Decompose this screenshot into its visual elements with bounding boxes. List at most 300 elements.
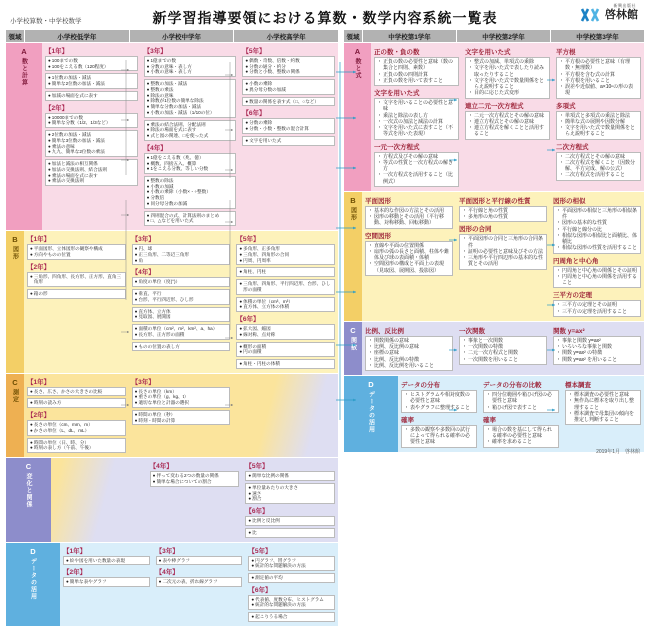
- bullet-icon: ●: [248, 518, 252, 524]
- column-header: 中学校第3学年: [551, 30, 644, 42]
- area-row-データの活用: [6, 543, 338, 626]
- bullet-icon: ●: [30, 251, 33, 257]
- topic-title: 確率: [483, 416, 496, 424]
- content-item: ● 角: [134, 257, 144, 263]
- content-item: ・ 箱ひげ図で表すこと: [486, 404, 538, 411]
- content-item: ● 比例と反比例: [248, 518, 280, 524]
- bullet-icon: ・: [377, 118, 383, 125]
- content-box: [27, 387, 126, 397]
- bullet-icon: ●: [134, 296, 138, 302]
- grade-label: 【2年】: [45, 104, 69, 112]
- content-item: ・ 連立方程式を解くことと活用すること: [468, 125, 545, 138]
- bullet-icon: ・: [568, 410, 574, 417]
- content-item: ● 1億をこえる数（兆、億）: [146, 154, 204, 160]
- content-item: ● 時刻の読み方: [30, 400, 62, 406]
- bullet-icon: ・: [559, 112, 565, 119]
- content-box: [459, 336, 547, 365]
- content-item: ● 代表値、度数分布、ヒストグラム: [251, 596, 324, 602]
- bullet-icon: ●: [30, 246, 33, 252]
- content-item: ● 測定値の平均: [251, 574, 283, 580]
- publisher-name: 啓林館: [605, 9, 638, 21]
- content-item: ● 小数の加減: [146, 183, 174, 189]
- bullet-icon: ●: [146, 98, 150, 104]
- bullet-icon: ●: [239, 360, 243, 366]
- bullet-icon: ・: [556, 207, 562, 214]
- bullet-icon: ・: [559, 84, 565, 90]
- content-item: ・ 比例、反比例の特徴: [368, 356, 420, 363]
- bullet-icon: ●: [48, 114, 51, 120]
- bullet-icon: ・: [368, 242, 374, 249]
- bullet-icon: ・: [559, 118, 565, 125]
- bullet-icon: ・: [368, 207, 374, 214]
- content-box: [132, 324, 231, 339]
- grade-cell: [550, 322, 644, 375]
- bullet-icon: ●: [30, 273, 33, 279]
- topic-title: 平面図形と平行線の性質: [459, 197, 531, 205]
- content-item: ● 体積の単位（cm³、m³）: [239, 298, 293, 304]
- bullet-icon: ●: [66, 557, 69, 563]
- grade-label: 【1年】: [27, 378, 51, 386]
- grade-cell: [553, 43, 644, 191]
- content-item: ● 多角形、正多角形: [239, 246, 280, 252]
- content-item: ● 整数の除法: [146, 178, 174, 184]
- bullet-icon: ・: [559, 71, 565, 78]
- area-row-データの活用: [344, 376, 644, 452]
- content-item: ● 簡単な分数（1/2、1/3など）: [48, 120, 111, 126]
- bullet-icon: ・: [368, 350, 374, 357]
- content-item: ● 平面図形、立体図形の観察や構成: [30, 246, 103, 252]
- bullet-icon: ●: [152, 473, 156, 479]
- content-item: ● 時間の単位（日、時、分）: [30, 439, 89, 445]
- bullet-icon: ・: [556, 337, 562, 344]
- bullet-icon: ・: [377, 159, 383, 166]
- content-item: ・ 平方根の必要性と意味（有理数・無理数）: [559, 59, 631, 72]
- grade-cell: [245, 543, 338, 626]
- content-box: [132, 277, 231, 287]
- content-item: ● 円周、円周率: [239, 257, 271, 263]
- content-item: ● 分数・小数・整数の混合計算: [245, 126, 309, 132]
- bullet-icon: ・: [556, 245, 562, 252]
- content-item: ・ 比例、反比例を用いること: [368, 362, 435, 369]
- content-item: ・ 四分位範囲や箱ひげ図の必要性と意味: [486, 392, 553, 405]
- content-item: ● 方向やものの位置: [30, 251, 71, 257]
- content-item: ● 単位量あたりの大きさ: [248, 484, 299, 490]
- area-letter: B: [350, 195, 356, 205]
- bullet-icon: ●: [239, 331, 243, 337]
- bullet-icon: ・: [377, 125, 383, 131]
- content-item: ・ 正負の数の必要性と意味（数の集合と四則、素数）: [377, 59, 454, 72]
- area-label: [344, 43, 371, 191]
- content-item: ● 正三角形、二等辺三角形: [134, 251, 189, 257]
- bullet-icon: ・: [486, 392, 492, 398]
- bullet-icon: ・: [559, 59, 565, 65]
- content-box: [236, 279, 335, 294]
- content-box: [245, 516, 335, 526]
- content-item: ● 1をこえる分数、等しい分数: [146, 166, 209, 172]
- topic-title: 標本調査: [565, 382, 591, 389]
- topic-title: 三平方の定理: [553, 292, 592, 300]
- bullet-icon: ・: [368, 248, 374, 255]
- area-name: データの活用: [29, 557, 36, 600]
- bullet-icon: ●: [48, 137, 51, 143]
- content-item: ・ 多角形の角の性質: [462, 214, 509, 220]
- area-row-数と計算: [6, 43, 338, 230]
- bullet-icon: ●: [251, 596, 255, 602]
- content-item: ● 適切な単位と計器の選択: [134, 400, 189, 406]
- grade-label: 【6年】: [236, 316, 260, 324]
- grade-label: 【1年】: [63, 547, 87, 555]
- topic-title: 文字を用いた式: [465, 49, 511, 56]
- content-item: ● 100をこえる数（120程度）: [48, 63, 109, 69]
- grade-label: 【6年】: [242, 110, 266, 118]
- bullet-icon: ●: [146, 81, 150, 87]
- content-item: ● 分数の乗除: [245, 120, 273, 126]
- content-box: [242, 56, 335, 77]
- area-name: 関数: [349, 336, 356, 351]
- content-box: [459, 206, 547, 223]
- topic-title: データの分布の比較: [483, 382, 542, 389]
- corner-label: 小学校算数・中学校数学: [10, 18, 82, 25]
- bullet-icon: ●: [134, 343, 138, 349]
- content-item: ・ 平行線と線分の比: [556, 226, 603, 233]
- content-item: ・ 比例、反比例の意味: [368, 344, 420, 350]
- grade-label: 【2年】: [27, 412, 51, 420]
- content-item: ● 起こりうる場合: [251, 614, 288, 620]
- content-item: ・ 整式の加減、単項式の乗除: [468, 59, 535, 65]
- content-item: ・ 一次方程式を活用すること（比例式）: [377, 172, 454, 185]
- bullet-icon: ・: [462, 344, 468, 350]
- content-box: [459, 234, 547, 269]
- bullet-icon: ●: [134, 308, 138, 314]
- content-box: [27, 272, 126, 287]
- content-item: ・ 確率を求めること: [486, 439, 533, 446]
- bullet-icon: ●: [251, 602, 255, 608]
- content-item: ● 垂直、平行: [134, 291, 162, 297]
- grade-cell: [242, 458, 338, 541]
- bullet-icon: ●: [30, 422, 33, 428]
- bullet-icon: ●: [251, 557, 255, 563]
- bullet-icon: ●: [48, 172, 51, 178]
- content-box: [27, 420, 126, 435]
- topic-title: 平面図形: [365, 197, 391, 205]
- content-item: ・ ヒストグラムや相対度数の必要性と意味: [404, 392, 470, 405]
- content-item: ・ 目的に応じた式変形: [468, 90, 520, 97]
- content-item: ● □、△などを用いた式: [146, 218, 194, 224]
- content-item: ・ 文字を用いた式で表したり読み取ったりすること: [468, 65, 545, 78]
- area-row-関数: [344, 322, 644, 375]
- content-item: ・ 関数 y=ax² を用いること: [556, 356, 618, 363]
- bullet-icon: ・: [462, 236, 468, 243]
- content-item: ● 長方形、正方形の面積: [134, 331, 185, 337]
- content-item: ● 分数と小数、整数の関係: [245, 69, 300, 75]
- column-header: 領域: [6, 30, 24, 42]
- content-item: ● 表や棒グラフ: [158, 557, 191, 563]
- content-box: [401, 390, 477, 413]
- bullet-icon: ●: [239, 349, 243, 355]
- bullet-icon: ●: [146, 160, 150, 166]
- content-item: ● 面積の単位（cm²、m²、km²、a、ha）: [134, 326, 218, 332]
- bullet-icon: ●: [146, 109, 150, 115]
- topic-title: 比例、反比例: [365, 327, 404, 335]
- footnote: 2019年1月 啓林館: [596, 449, 640, 455]
- grade-label: 【6年】: [245, 508, 269, 516]
- content-item: ● 小数の乗除（小数×・÷整数）: [146, 189, 211, 195]
- content-item: ・ 一次関数を用いること: [462, 356, 519, 363]
- content-box: [132, 410, 231, 425]
- area-row-変化と関係: [6, 458, 338, 541]
- content-box: [45, 130, 138, 157]
- content-item: ● 二次元の表、折れ線グラフ: [158, 579, 218, 585]
- content-item: ● 時刻・時間の計算: [134, 417, 176, 423]
- grade-label: 【5年】: [236, 236, 260, 244]
- content-item: ● 絵や図を用いた数量の表現: [66, 557, 125, 563]
- bullet-icon: ●: [239, 257, 243, 263]
- content-box: [156, 577, 243, 587]
- content-box: [248, 556, 335, 571]
- content-item: ● 小数の意味・表し方: [146, 69, 192, 75]
- grade-label: 【6年】: [248, 586, 272, 594]
- area-name: 測定: [11, 388, 18, 403]
- grade-cell: [371, 43, 462, 191]
- content-item: ・ 図形の基本的な性質: [556, 220, 608, 227]
- bullet-icon: ・: [468, 125, 474, 131]
- content-item: ・ 直線や平面の位置関係: [368, 242, 425, 249]
- bullet-icon: ●: [146, 63, 150, 69]
- bullet-icon: ●: [245, 120, 249, 126]
- content-item: ● 100までの数: [48, 58, 78, 63]
- bullet-icon: ・: [462, 248, 468, 255]
- publisher-sub-label: 新興出版社: [613, 3, 636, 8]
- bullet-icon: ・: [377, 153, 383, 160]
- bullet-icon: ●: [48, 75, 51, 81]
- content-item: ● 箱の形: [30, 291, 48, 297]
- content-box: [374, 152, 459, 187]
- topic-title: 図形の合同: [459, 226, 492, 234]
- content-item: ● 小数の乗除: [245, 81, 273, 87]
- area-label: [6, 458, 51, 541]
- bullet-icon: ・: [368, 362, 374, 369]
- bullet-icon: ●: [245, 81, 249, 87]
- content-box: [236, 342, 335, 357]
- bullet-icon: ●: [48, 92, 51, 98]
- bullet-icon: ●: [134, 314, 138, 320]
- bullet-icon: ●: [146, 86, 150, 92]
- publisher-logo: [580, 6, 638, 22]
- column-header: 小学校中学年: [130, 30, 234, 42]
- grade-cell: [147, 458, 243, 541]
- bullet-icon: ●: [146, 58, 150, 63]
- content-box: [374, 57, 459, 86]
- bullet-icon: ・: [556, 273, 562, 280]
- content-item: ● 長さの単位（cm、mm、m）: [30, 422, 93, 428]
- grade-cell: [462, 43, 553, 191]
- bullet-icon: ・: [486, 426, 492, 433]
- content-item: ● 数量の関係を表す式（□、○など）: [245, 98, 319, 104]
- grade-cell: [398, 376, 480, 452]
- content-item: ● 除数が1位数の簡単な除法: [146, 98, 204, 104]
- bullet-icon: ・: [468, 112, 474, 119]
- grade-cell: [480, 376, 562, 452]
- grade-cell: [24, 231, 129, 373]
- content-item: ● 分数倍: [146, 195, 165, 201]
- content-box: [144, 79, 237, 117]
- content-box: [374, 98, 459, 140]
- bullet-icon: ・: [568, 392, 574, 398]
- content-box: [132, 342, 231, 352]
- column-header: 小学校高学年: [234, 30, 338, 42]
- content-item: ● 円の面積: [239, 349, 262, 355]
- bullet-icon: ・: [568, 398, 574, 405]
- content-item: ・ 平方根を用いること: [559, 77, 611, 84]
- bullet-icon: ●: [251, 563, 255, 569]
- bullet-icon: ●: [245, 137, 249, 143]
- content-item: ・ 乗法と除法の表し方: [377, 112, 429, 119]
- bullet-icon: ●: [158, 579, 162, 585]
- area-label: [344, 192, 362, 321]
- content-item: ・ 二次方程式とその解の意味: [559, 153, 626, 160]
- content-box: [242, 118, 335, 133]
- content-item: ・ 文字を用いた式で数量関係をとらえ説明すること: [559, 125, 636, 138]
- bullet-icon: ●: [248, 484, 252, 490]
- area-letter: C: [12, 377, 18, 387]
- content-item: ● 簡単な3位数の加法・減法: [48, 137, 105, 143]
- grade-cell: [51, 458, 147, 541]
- area-letter: A: [21, 47, 27, 56]
- content-item: ・ 基本的な作図の方法とその活用: [368, 207, 445, 214]
- bullet-icon: ・: [377, 71, 383, 78]
- content-item: ・ 円周角と中心角の関係とその証明: [556, 267, 638, 274]
- content-item: ● 線対称、点対称: [239, 331, 276, 337]
- content-item: ● 1億までの数: [146, 58, 176, 63]
- content-box: [27, 289, 126, 299]
- bullet-icon: ・: [556, 267, 562, 274]
- topic-title: 図形の相似: [553, 197, 586, 205]
- bullet-icon: ●: [134, 291, 138, 297]
- bullet-icon: ・: [462, 350, 468, 357]
- bullet-icon: ●: [134, 411, 138, 417]
- content-box: [45, 113, 138, 128]
- bullet-icon: ●: [245, 86, 249, 92]
- content-item: ● 統計的な問題解決の方法: [251, 563, 306, 569]
- content-box: [144, 120, 237, 141]
- bullet-icon: ・: [368, 344, 374, 350]
- bullet-icon: ●: [66, 579, 69, 585]
- bullet-icon: ●: [134, 388, 138, 394]
- content-item: ● 加法と減法の相互関係: [48, 161, 98, 167]
- content-item: ・ 空間図形の構成と平面上の表現（見取図、展開図、投影図）: [368, 261, 445, 274]
- bullet-icon: ●: [30, 388, 33, 394]
- bullet-icon: ●: [134, 257, 138, 263]
- content-box: [365, 336, 453, 371]
- content-item: ● 九九、簡単な2位数の乗法: [48, 149, 105, 155]
- grade-cell: [233, 231, 338, 373]
- grade-cell: [239, 43, 338, 230]
- bullet-icon: ・: [462, 356, 468, 363]
- content-item: ・ 文字を用いた式に表すこと（不等式を用いた表現）: [377, 125, 454, 138]
- content-item: ● 簡単な表やグラフ: [66, 579, 107, 585]
- bullet-icon: ・: [404, 404, 410, 411]
- content-box: [144, 56, 237, 77]
- bullet-icon: ●: [248, 496, 252, 502]
- topic-title: 一元一次方程式: [374, 143, 420, 151]
- area-label: [6, 543, 60, 626]
- bullet-icon: ●: [134, 279, 138, 285]
- content-item: ● 乗法の交換法則: [48, 178, 84, 184]
- bullet-icon: ●: [146, 154, 150, 160]
- bullet-icon: ・: [368, 337, 374, 344]
- grade-label: 【3年】: [143, 48, 167, 55]
- grade-label: 【4年】: [155, 569, 179, 577]
- area-letter: B: [12, 235, 18, 245]
- content-box: [248, 595, 335, 610]
- content-item: ● 角柱・円柱の体積: [239, 360, 280, 366]
- content-item: ● 乗法の場面を式に表す: [48, 172, 98, 178]
- bullet-icon: ●: [134, 326, 138, 332]
- bullet-icon: ●: [239, 251, 243, 257]
- bullet-icon: ●: [239, 281, 243, 287]
- bullet-icon: ・: [368, 356, 374, 363]
- grade-label: 【3年】: [131, 378, 155, 386]
- content-item: ・ 単項式と多項式の乗法と除法: [559, 112, 631, 119]
- bullet-icon: ・: [404, 426, 410, 433]
- grade-cell: [456, 192, 550, 321]
- bullet-icon: ●: [158, 557, 162, 563]
- grade-label: 【3年】: [131, 236, 155, 244]
- content-item: ・ 誤差や近似値、a×10ⁿの形の表現: [559, 84, 634, 97]
- content-box: [242, 79, 335, 94]
- bullet-icon: ●: [30, 400, 33, 406]
- bullet-icon: ●: [48, 120, 51, 126]
- bullet-icon: ●: [248, 529, 252, 535]
- grade-label: 【4年】: [131, 269, 155, 277]
- content-box: [556, 57, 641, 99]
- content-item: ● 伴って変わる2つの数量の関係: [152, 473, 219, 479]
- grade-cell: [129, 374, 234, 457]
- bullet-icon: ・: [377, 172, 383, 179]
- content-item: ● 1位数の加法・減法: [48, 75, 92, 81]
- content-box: [242, 136, 335, 146]
- content-item: ● 時間の単位（秒）: [134, 411, 176, 417]
- topic-title: データの分布: [401, 382, 440, 389]
- content-box: [245, 483, 335, 504]
- content-item: ・ 正負の数を用いて表すこと: [377, 77, 444, 84]
- content-item: ● 小数の加法・減法（1/10の位）: [146, 109, 215, 115]
- bullet-icon: ●: [146, 121, 150, 127]
- content-item: ・ 相似な図形の性質を活用すること: [556, 245, 638, 252]
- bullet-icon: ●: [146, 212, 150, 218]
- grade-label: 【2年】: [27, 263, 51, 271]
- bullet-icon: ・: [556, 356, 562, 363]
- content-item: ● 統計的な問題解決の方法: [251, 602, 306, 608]
- content-item: ● 乗法の結合法則、分配法則: [146, 121, 206, 127]
- grade-label: 【2年】: [63, 569, 87, 577]
- topic-title: 確率: [401, 416, 414, 424]
- content-item: ● 三角形、四角形の合同: [239, 251, 290, 257]
- bullet-icon: ・: [404, 392, 410, 398]
- elementary-school-half: [6, 30, 338, 627]
- area-label: [6, 374, 24, 457]
- content-item: ● 四則混合の式、計算法則のまとめ: [146, 212, 220, 218]
- area-name: 数と計算: [20, 58, 27, 86]
- content-item: ● 整数の加法・減法: [146, 81, 188, 87]
- bullet-icon: ●: [146, 218, 150, 224]
- content-item: ● 比: [248, 529, 257, 535]
- grade-cell: [129, 231, 234, 373]
- bullet-icon: ・: [559, 125, 565, 131]
- content-item: ● 分数の通分・約分: [245, 63, 286, 69]
- content-item: ・ 三平方の定理とその証明: [556, 302, 618, 309]
- column-header: 中学校第1学年: [363, 30, 456, 42]
